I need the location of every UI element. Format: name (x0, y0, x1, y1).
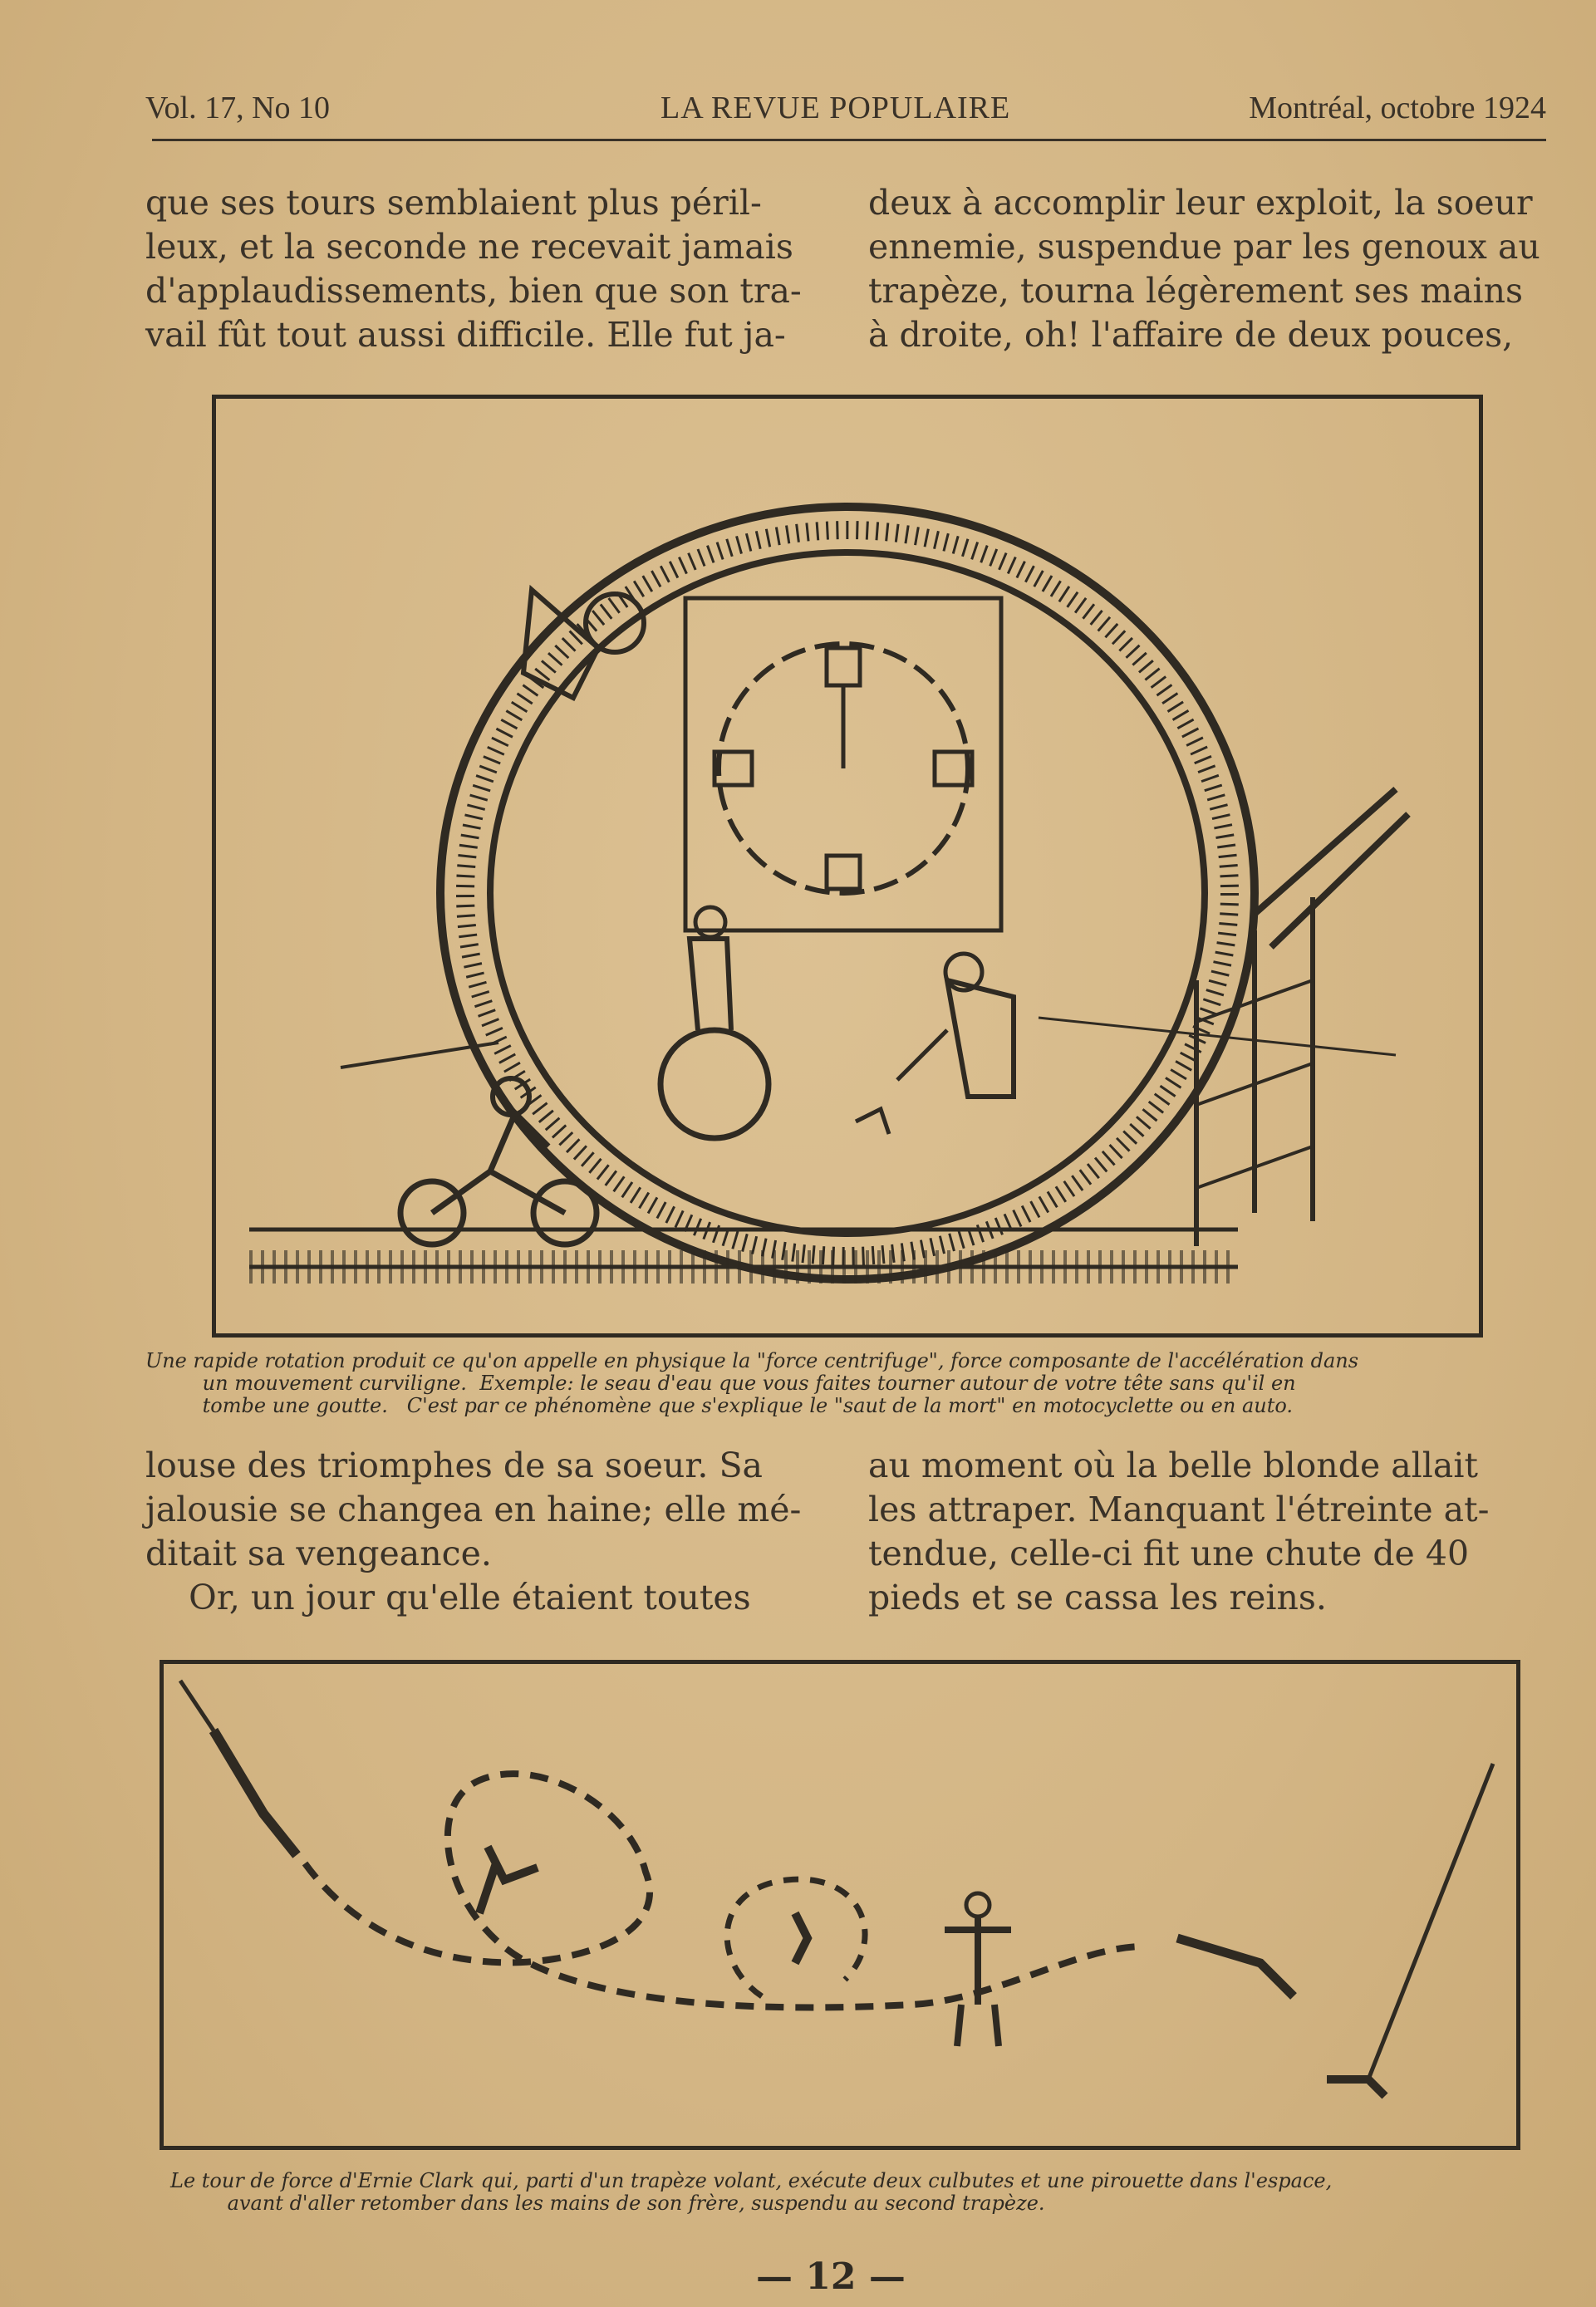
page-number: — 12 — (756, 2255, 906, 2298)
illustration-trapeze (160, 1660, 1520, 2150)
illustration-loop-the-loop (212, 395, 1483, 1338)
volume-number: Vol. 17, No 10 (145, 91, 331, 125)
caption-line: Le tour de force d'Ernie Clark qui, parti d'un trapèze volant, exécute deux culbutes et une pirouette dans l'espace, (170, 2169, 1333, 2192)
text-line: vail fût tout aussi difficile. Elle fut ja- (145, 315, 786, 355)
text-line: à droite, oh! l'affaire de deux pouces, (868, 315, 1514, 355)
caption-line: Une rapide rotation produit ce qu'on appelle en physique la "force centrifuge", force composante de l'accélération dans (145, 1349, 1359, 1372)
text-line: Or, un jour qu'elle étaient toutes (145, 1578, 751, 1617)
text-line: louse des triomphes de sa soeur. Sa (145, 1446, 764, 1485)
text-line: d'applaudissements, bien que son tra- (145, 271, 802, 311)
text-line: ennemie, suspendue par les genoux au (868, 227, 1540, 267)
trapeze-illustration-drawing (164, 1664, 1516, 2146)
figure1-caption (145, 1350, 1558, 1417)
text-line: que ses tours semblaient plus péril- (145, 183, 762, 223)
header-rule (152, 139, 1546, 141)
figure2-caption (170, 2170, 1583, 2215)
text-line: pieds et se cassa les reins. (868, 1578, 1327, 1617)
column-right-top (868, 181, 1554, 357)
text-line: ditait sa vengeance. (145, 1534, 492, 1573)
caption-line: un mouvement curviligne. Exemple: le seau d'eau que vous faites tourner autour de votre tête sans qu'il en (145, 1372, 1296, 1395)
journal-title: LA REVUE POPULAIRE (660, 91, 1011, 125)
text-line: leux, et la seconde ne recevait jamais (145, 227, 793, 267)
column-left-top (145, 181, 831, 357)
running-header (145, 90, 1546, 140)
text-line: deux à accomplir leur exploit, la soeur (868, 183, 1533, 223)
text-line: au moment où la belle blonde allait (868, 1446, 1478, 1485)
text-line: jalousie se changea en haine; elle mé- (145, 1490, 802, 1529)
text-line: tendue, celle-ci fit une chute de 40 (868, 1534, 1470, 1573)
text-line: trapèze, tourna légèrement ses mains (868, 271, 1524, 311)
column-right-bottom (868, 1444, 1554, 1620)
caption-line: avant d'aller retomber dans les mains de son frère, suspendu au second trapèze. (170, 2192, 1045, 2215)
loop-illustration-drawing (216, 399, 1479, 1333)
column-left-bottom (145, 1444, 831, 1620)
place-date: Montréal, octobre 1924 (1249, 91, 1546, 125)
text-line: les attraper. Manquant l'étreinte at- (868, 1490, 1490, 1529)
caption-line: tombe une goutte. C'est par ce phénomène que s'explique le "saut de la mort" en motocyclette ou en auto. (145, 1394, 1294, 1417)
